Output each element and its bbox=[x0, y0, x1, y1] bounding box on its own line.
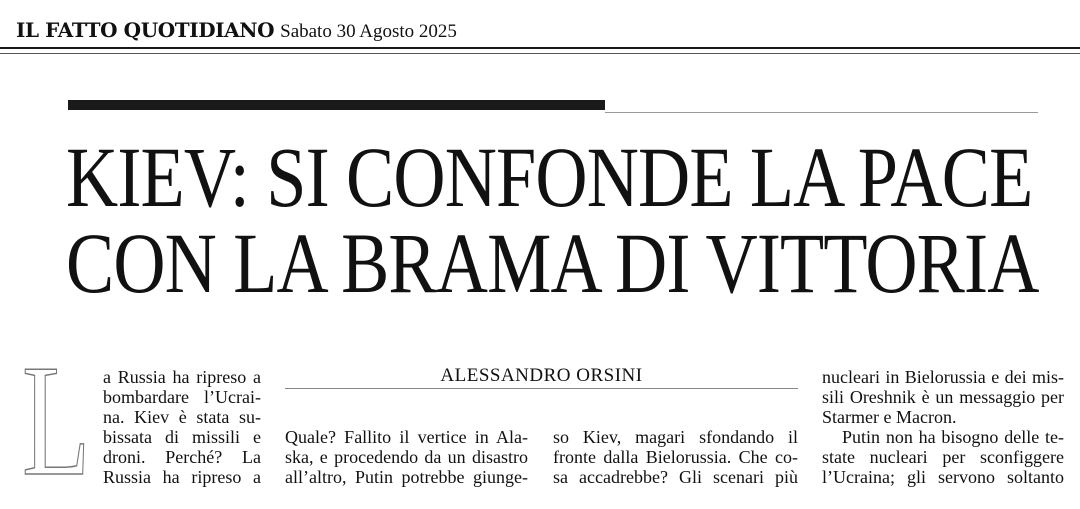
newspaper-name: IL FATTO QUOTIDIANO bbox=[16, 18, 275, 42]
col4-line: Starmer e Macron. bbox=[822, 407, 957, 427]
section-bar bbox=[68, 100, 605, 110]
section-line bbox=[605, 112, 1038, 113]
col4-line: nucleari in Bielorussia e dei mis- bbox=[822, 367, 1064, 387]
col2-line: Quale? Fallito il vertice in Ala- bbox=[285, 427, 528, 447]
col2-line: ska, e procedendo da un disastro bbox=[285, 447, 528, 467]
col1-line: bissata di missili e bbox=[103, 427, 261, 447]
column-2 bbox=[285, 427, 528, 487]
masthead bbox=[16, 18, 457, 48]
issue-date: Sabato 30 Agosto 2025 bbox=[280, 21, 457, 42]
column-4 bbox=[822, 367, 1064, 487]
article-headline bbox=[66, 129, 1039, 311]
col1-line: na. Kiev è stata su- bbox=[103, 407, 261, 427]
col4-line: state nucleari per sconfiggere bbox=[822, 447, 1064, 467]
headline-line-2: CON LA BRAMA DI VITTORIA bbox=[66, 215, 1039, 311]
col1-line: bombardare l’Ucrai- bbox=[103, 387, 261, 407]
col3-line: so Kiev, magari sfondando il bbox=[553, 427, 798, 447]
col4-line: sili Oreshnik è un messaggio per bbox=[822, 387, 1064, 407]
col4-line: l’Ucraina; gli servono soltanto bbox=[822, 467, 1064, 487]
column-3 bbox=[553, 427, 798, 487]
masthead-rule-thin bbox=[0, 53, 1080, 54]
col3-line: sa accadrebbe? Gli scenari più bbox=[553, 467, 798, 487]
byline-rule bbox=[285, 388, 798, 389]
masthead-rule-thick bbox=[0, 47, 1080, 49]
drop-cap: L bbox=[22, 331, 91, 509]
col3-line: fronte dalla Bielorussia. Che co- bbox=[553, 447, 798, 467]
column-1 bbox=[103, 367, 261, 487]
col1-line: Russia ha ripreso a bbox=[103, 467, 261, 487]
col2-line: all’altro, Putin potrebbe giunge- bbox=[285, 467, 528, 487]
author-byline: ALESSANDRO ORSINI bbox=[440, 365, 643, 386]
headline-line-1: KIEV: SI CONFONDE LA PACE bbox=[66, 129, 1033, 225]
col4-line: Putin non ha bisogno delle te- bbox=[842, 427, 1064, 447]
col1-line: a Russia ha ripreso a bbox=[103, 367, 261, 387]
col1-line: droni. Perché? La bbox=[103, 447, 261, 467]
